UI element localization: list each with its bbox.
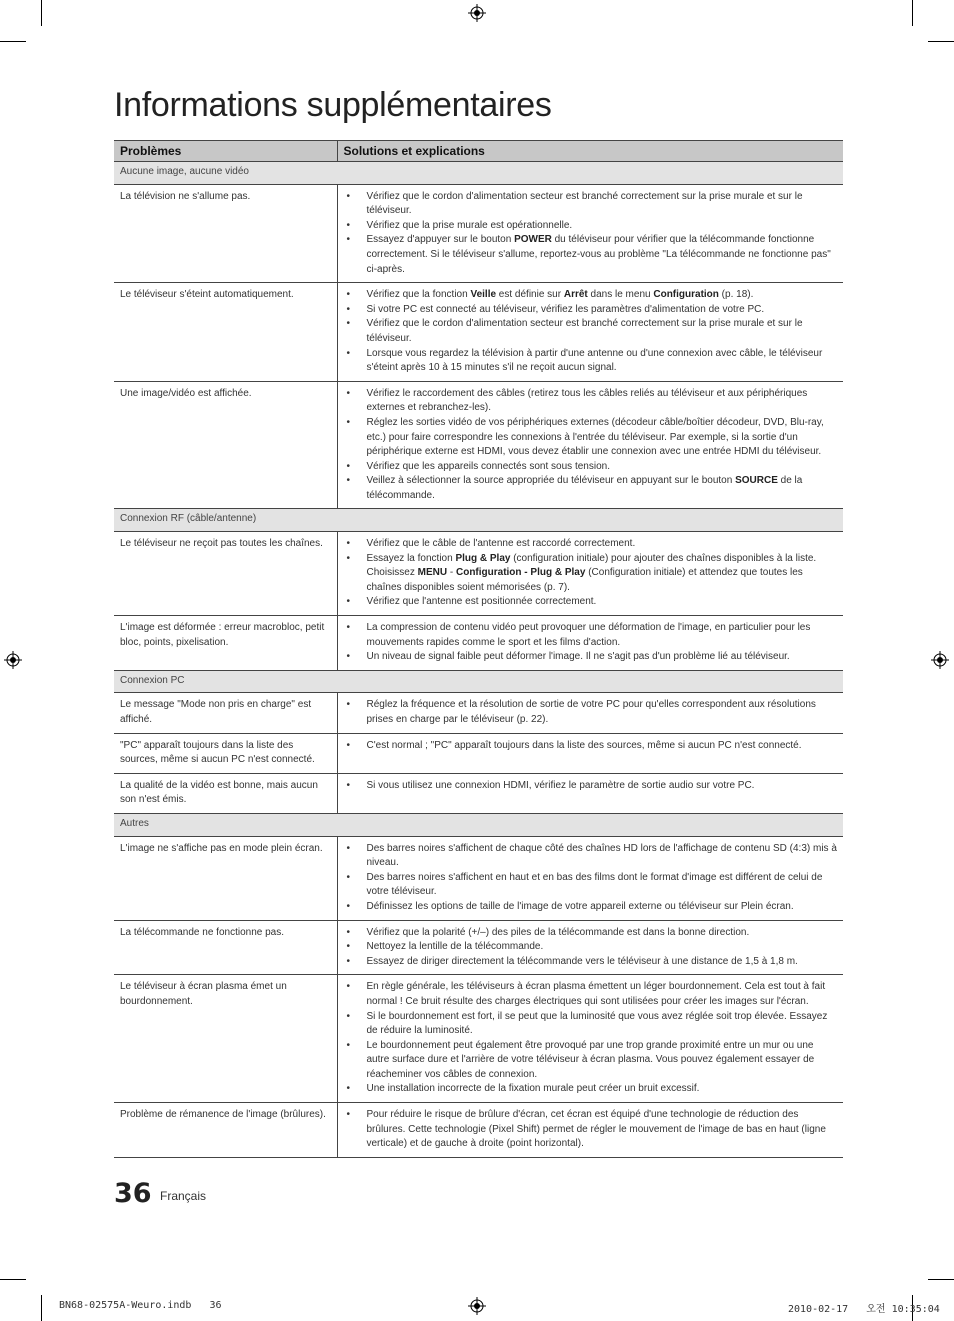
print-file-name: BN68-02575A-Weuro.indb 36 xyxy=(59,1300,222,1311)
solution-text: Essayez la fonction xyxy=(366,552,456,564)
solution-list xyxy=(345,842,838,915)
solution-item xyxy=(345,926,838,941)
solution-list xyxy=(345,537,838,610)
bullet-icon: • xyxy=(346,739,351,751)
solution-cell xyxy=(337,184,843,283)
table-row xyxy=(114,836,843,920)
table-body xyxy=(114,162,843,1158)
page-number: 36 xyxy=(114,1178,152,1209)
solution-cell xyxy=(337,975,843,1103)
crosshair-registration-icon xyxy=(931,651,949,669)
solution-item xyxy=(345,871,838,900)
solution-item xyxy=(345,474,838,503)
bullet-icon: • xyxy=(346,596,351,608)
table-row xyxy=(114,733,843,773)
crosshair-registration-icon xyxy=(4,651,22,669)
solution-item xyxy=(345,698,838,727)
solution-item xyxy=(345,955,838,970)
section-title: Autres xyxy=(114,813,843,836)
solution-text: Réglez les sorties vidéo de vos périphériques externes (décodeur câble/boîtier décodeur, DVD, Blu-ray, etc.) pour faire correspondre les connexions à l'entrée du téléviseur. Par exemple, si la sortie d'un périphérique externe est HDMI, vous devez établir une connexion avec une entrée HDMI du téléviseur. xyxy=(366,416,824,458)
problem-cell: La télécommande ne fonctionne pas. xyxy=(114,920,337,975)
bullet-icon: • xyxy=(346,622,351,634)
bullet-icon: • xyxy=(346,347,351,359)
bullet-icon: • xyxy=(346,1083,351,1095)
problem-cell: Le téléviseur à écran plasma émet un bourdonnement. xyxy=(114,975,337,1103)
keyword-text: Configuration xyxy=(653,289,719,301)
table-row xyxy=(114,1103,843,1158)
bullet-icon: • xyxy=(346,460,351,472)
solution-text: Nettoyez la lentille de la télécommande. xyxy=(366,941,544,953)
solution-cell xyxy=(337,616,843,671)
solution-text: Si vous utilisez une connexion HDMI, vérifiez le paramètre de sortie audio sur votre PC. xyxy=(366,779,755,791)
solution-item xyxy=(345,940,838,955)
keyword-text: SOURCE xyxy=(735,475,778,487)
solution-text: Lorsque vous regardez la télévision à partir d'une antenne ou d'une connexion avec câble, le téléviseur s'éteint après 10 à 15 minutes s'il ne reçoit aucun signal. xyxy=(366,347,823,374)
solution-item xyxy=(345,460,838,475)
solution-text: (configuration initiale) pour ajouter des chaînes disponibles à la liste. Choisissez xyxy=(366,552,817,579)
bullet-icon: • xyxy=(346,842,351,854)
solution-item xyxy=(345,621,838,650)
solution-text: La compression de contenu vidéo peut provoquer une déformation de l'image, en particulier pour les mouvements rapides comme le sport et les films d'action. xyxy=(366,622,811,648)
solution-text: Vérifiez le raccordement des câbles (retirez tous les câbles reliés au téléviseur et aux périphériques externes et rebranchez-les). xyxy=(366,387,808,414)
table-row xyxy=(114,693,843,733)
solution-item xyxy=(345,980,838,1009)
solution-text: Le bourdonnement peut également être provoqué par une trop grande proximité entre un mur ou une autre surface dure et l'arrière de votre téléviseur à écran plasma. Vous pouvez également essayer de réacheminer vos câbles de connexion. xyxy=(366,1039,815,1080)
solution-item xyxy=(345,233,838,277)
solution-item xyxy=(345,1010,838,1039)
solution-text: Essayez d'appuyer sur le bouton xyxy=(366,234,515,246)
solution-cell xyxy=(337,773,843,813)
bullet-icon: • xyxy=(346,552,351,564)
solution-text: En règle générale, les téléviseurs à écran plasma émettent un léger bourdonnement. Cela est tout à fait normal ! Ce bruit résulte des charges électriques qui sont utilisées pour créer les images sur l'écran. xyxy=(366,981,826,1007)
bullet-icon: • xyxy=(346,234,351,246)
bullet-icon: • xyxy=(346,900,351,912)
crop-mark xyxy=(928,1279,954,1280)
solution-text: Vérifiez que le cordon d'alimentation secteur est branché correctement sur la prise murale et sur le téléviseur. xyxy=(366,190,803,217)
bullet-icon: • xyxy=(346,926,351,938)
keyword-text: POWER xyxy=(514,234,552,246)
bullet-icon: • xyxy=(346,1010,351,1022)
solution-text: du téléviseur pour vérifier que la télécommande fonctionne correctement. Si le téléviseur s'allume, reportez-vous au problème "La télécommande ne fonctionne pas" ci-après. xyxy=(366,234,831,275)
bullet-icon: • xyxy=(346,416,351,428)
problem-cell: Le téléviseur s'éteint automatiquement. xyxy=(114,283,337,382)
solution-text: Vérifiez que la polarité (+/–) des piles de la télécommande est dans la bonne direction. xyxy=(366,926,750,938)
solution-item xyxy=(345,739,838,754)
solution-item xyxy=(345,347,838,376)
keyword-text: Arrêt xyxy=(563,289,588,301)
crop-mark xyxy=(0,41,26,42)
bullet-icon: • xyxy=(346,303,351,315)
header-problems: Problèmes xyxy=(114,141,337,162)
table-row xyxy=(114,532,843,616)
bullet-icon: • xyxy=(346,387,351,399)
page-title: Informations supplémentaires xyxy=(114,86,552,124)
solution-item xyxy=(345,552,838,596)
solution-text: Réglez la fréquence et la résolution de sortie de votre PC pour qu'elles correspondent aux résolutions prises en charge par le téléviseur (p. 22). xyxy=(366,699,816,725)
bullet-icon: • xyxy=(346,318,351,330)
solution-item xyxy=(345,190,838,219)
solution-cell xyxy=(337,283,843,382)
solution-item xyxy=(345,288,838,303)
solution-list xyxy=(345,621,838,665)
solution-text: est définie sur xyxy=(496,289,564,301)
solution-text: Vérifiez que les appareils connectés sont sous tension. xyxy=(366,460,610,472)
bullet-icon: • xyxy=(346,1039,351,1051)
solution-list xyxy=(345,698,838,727)
troubleshooting-table xyxy=(114,140,843,1158)
crop-mark xyxy=(912,0,913,26)
bullet-icon: • xyxy=(346,981,351,993)
bullet-icon: • xyxy=(346,289,351,301)
solution-item xyxy=(345,595,838,610)
solution-item xyxy=(345,317,838,346)
table-row xyxy=(114,616,843,671)
solution-text: Si votre PC est connecté au téléviseur, vérifiez les paramètres d'alimentation de votre PC. xyxy=(366,303,765,315)
bullet-icon: • xyxy=(346,779,351,791)
solution-cell xyxy=(337,733,843,773)
solution-list xyxy=(345,980,838,1097)
solution-text: Un niveau de signal faible peut déformer l'image. Il ne s'agit pas d'un problème lié au téléviseur. xyxy=(366,651,790,663)
solution-list xyxy=(345,1108,838,1152)
keyword-text: MENU xyxy=(417,567,448,579)
solution-text: Si le bourdonnement est fort, il se peut que la luminosité que vous avez réglée soit trop élevée. Essayez de réduire la luminosité. xyxy=(366,1010,828,1037)
solution-text: (p. 18). xyxy=(718,289,754,301)
section-row xyxy=(114,813,843,836)
solution-text: Vérifiez que le câble de l'antenne est raccordé correctement. xyxy=(366,538,636,550)
solution-cell xyxy=(337,1103,843,1158)
table-row xyxy=(114,283,843,382)
solution-list xyxy=(345,739,838,754)
table-header-row xyxy=(114,141,843,162)
page-language: Français xyxy=(160,1189,207,1203)
solution-text: (Configuration initiale) et attendez que toutes les chaînes disponibles soient mémorisées (p. 7). xyxy=(366,567,803,593)
crop-mark xyxy=(41,0,42,26)
solution-list xyxy=(345,190,838,278)
bullet-icon: • xyxy=(346,190,351,202)
bullet-icon: • xyxy=(346,651,351,663)
solution-text: Une installation incorrecte de la fixation murale peut créer un bruit excessif. xyxy=(366,1083,700,1095)
solution-text: Vérifiez que la prise murale est opérationnelle. xyxy=(366,219,573,231)
solution-cell xyxy=(337,532,843,616)
problem-cell: Problème de rémanence de l'image (brûlures). xyxy=(114,1103,337,1158)
solution-item xyxy=(345,219,838,234)
solution-list xyxy=(345,926,838,970)
solution-text: - xyxy=(447,567,456,579)
problem-cell: La qualité de la vidéo est bonne, mais aucun son n'est émis. xyxy=(114,773,337,813)
bullet-icon: • xyxy=(346,538,351,550)
problem-cell: Le message "Mode non pris en charge" est affiché. xyxy=(114,693,337,733)
section-title: Aucune image, aucune vidéo xyxy=(114,162,843,185)
solution-text: Des barres noires s'affichent de chaque côté des chaînes HD lors de l'affichage de contenu SD (4:3) mis à niveau. xyxy=(366,842,837,869)
solution-item xyxy=(345,1082,838,1097)
table-row xyxy=(114,381,843,509)
crop-mark xyxy=(928,41,954,42)
bullet-icon: • xyxy=(346,941,351,953)
bullet-icon: • xyxy=(346,475,351,487)
bullet-icon: • xyxy=(346,871,351,883)
solution-text: Pour réduire le risque de brûlure d'écran, cet écran est équipé d'une technologie de réduction des brûlures. Cette technologie (Pixel Shift) permet de régler le mouvement de l'image de bas en haut (ligne verticale) et de gauche à droite (point horizontal). xyxy=(366,1109,826,1150)
problem-cell: L'image est déformée : erreur macrobloc, petit bloc, points, pixelisation. xyxy=(114,616,337,671)
solution-item xyxy=(345,1039,838,1083)
solution-list xyxy=(345,387,838,504)
table-row xyxy=(114,975,843,1103)
keyword-text: Plug & Play xyxy=(455,552,511,564)
solution-text: C'est normal ; "PC" apparaît toujours dans la liste des sources, même si aucun PC n'est connecté. xyxy=(366,739,802,751)
solution-text: Définissez les options de taille de l'image de votre appareil externe ou téléviseur sur Plein écran. xyxy=(366,900,794,912)
print-timestamp: 2010-02-17 오전 10:35:04 xyxy=(788,1304,940,1315)
solution-text: Vérifiez que la fonction xyxy=(366,289,471,301)
solution-item xyxy=(345,779,838,794)
solution-item xyxy=(345,537,838,552)
section-row xyxy=(114,509,843,532)
solution-cell xyxy=(337,920,843,975)
section-row xyxy=(114,162,843,185)
problem-cell: Une image/vidéo est affichée. xyxy=(114,381,337,509)
solution-list xyxy=(345,779,838,794)
solution-text: Vérifiez que l'antenne est positionnée correctement. xyxy=(366,596,597,608)
section-title: Connexion RF (câble/antenne) xyxy=(114,509,843,532)
solution-text: Veillez à sélectionner la source appropriée du téléviseur en appuyant sur le bouton xyxy=(366,475,736,487)
table-row xyxy=(114,920,843,975)
table-row xyxy=(114,184,843,283)
problem-cell: La télévision ne s'allume pas. xyxy=(114,184,337,283)
crop-mark xyxy=(41,1295,42,1321)
solution-item xyxy=(345,650,838,665)
bullet-icon: • xyxy=(346,699,351,711)
bullet-icon: • xyxy=(346,955,351,967)
bullet-icon: • xyxy=(346,219,351,231)
crosshair-registration-icon xyxy=(468,4,486,22)
header-solutions: Solutions et explications xyxy=(337,141,843,162)
solution-text: dans le menu xyxy=(587,289,654,301)
solution-text: de la télécommande. xyxy=(366,475,803,501)
solution-item xyxy=(345,842,838,871)
table-row xyxy=(114,773,843,813)
solution-list xyxy=(345,288,838,376)
solution-text: Des barres noires s'affichent en haut et en bas des films dont le format d'image est différent de celui de votre téléviseur. xyxy=(366,871,823,898)
solution-text: Essayez de diriger directement la télécommande vers le téléviseur à une distance de 1,5 à 1,8 m. xyxy=(366,955,798,967)
section-row xyxy=(114,670,843,693)
bullet-icon: • xyxy=(346,1109,351,1121)
section-title: Connexion PC xyxy=(114,670,843,693)
problem-cell: "PC" apparaît toujours dans la liste des sources, même si aucun PC n'est connecté. xyxy=(114,733,337,773)
solution-cell xyxy=(337,693,843,733)
solution-item xyxy=(345,303,838,318)
solution-text: Vérifiez que le cordon d'alimentation secteur est branché correctement sur la prise murale et sur le téléviseur. xyxy=(366,318,803,344)
crosshair-registration-icon xyxy=(468,1297,486,1315)
problem-cell: Le téléviseur ne reçoit pas toutes les chaînes. xyxy=(114,532,337,616)
solution-cell xyxy=(337,836,843,920)
solution-item xyxy=(345,1108,838,1152)
solution-item xyxy=(345,900,838,915)
crop-mark xyxy=(0,1279,26,1280)
keyword-text: Veille xyxy=(470,289,497,301)
solution-item xyxy=(345,416,838,460)
problem-cell: L'image ne s'affiche pas en mode plein écran. xyxy=(114,836,337,920)
keyword-text: Configuration - Plug & Play xyxy=(455,567,586,579)
solution-item xyxy=(345,387,838,416)
solution-cell xyxy=(337,381,843,509)
